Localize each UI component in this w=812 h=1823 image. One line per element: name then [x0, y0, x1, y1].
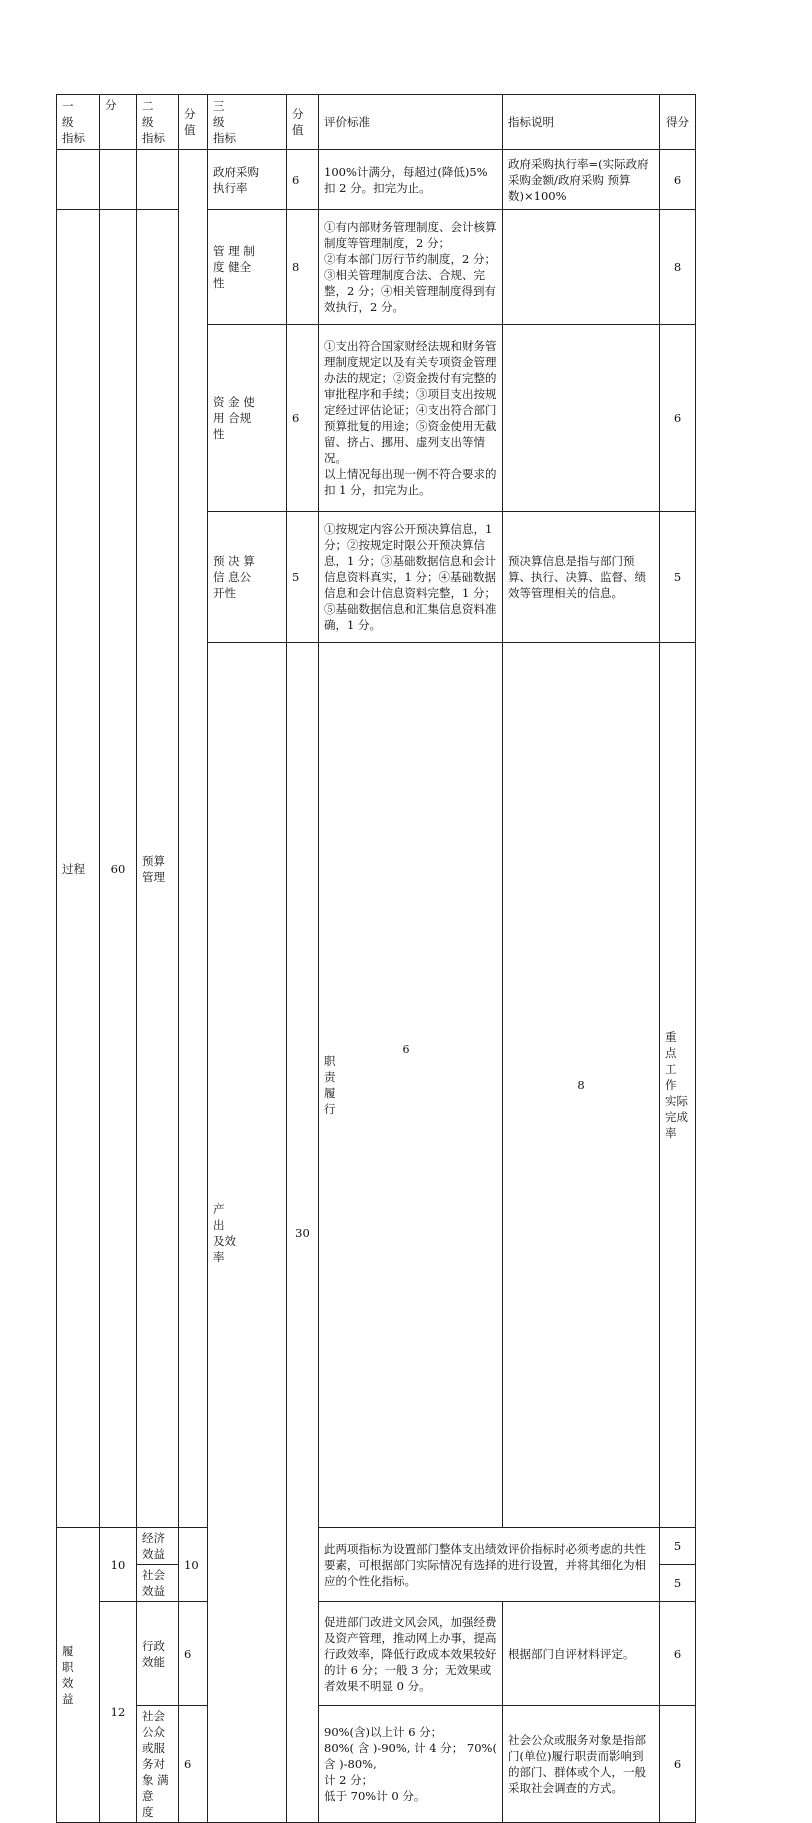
header-score1: 分 [100, 95, 137, 150]
indicator-explanation: 政府采购执行率=(实际政府采购金额/政府采购 预算数)×100% [503, 150, 660, 210]
indicator-name: 社会公众 或服务对 象 满 意 度 [137, 1706, 179, 1823]
indicator-explanation: 根据部门自评材料评定。 [503, 1602, 660, 1706]
empty-cell [503, 210, 660, 325]
indicator-criteria: ①支出符合国家财经法规和财务管理制度规定以及有关专项资金管理办法的规定；②资金拨付有完整的审批程序和手续；③项目支出按规定经过评估论证；④支出符合部门预算批复的用途；⑤资金使用无截留、挤占、挪用、虚列支出等情况。 以上情况每出现一例不符合要求的扣 1 分，扣完为止。 [319, 325, 503, 512]
table-row [57, 1706, 696, 1823]
level2-duty: 职 责 履 行 [319, 643, 503, 1528]
level2-benefit: 履 职 效 益 [57, 1528, 100, 1823]
indicator-criteria: 90%(含)以上计 6 分； 80%( 含 )-90%, 计 4 分； 70%( 含 )-80%, 计 2 分； 低于 70%计 0 分。 [319, 1706, 503, 1823]
evaluation-table [56, 94, 696, 1823]
empty-cell [100, 150, 137, 210]
level1-process: 过程 [57, 210, 100, 1528]
level1-process-score: 60 [100, 210, 137, 1528]
indicator-name-econ: 经济效益 [137, 1528, 179, 1565]
indicator-score: 6 [179, 1602, 208, 1706]
indicator-explanation: 预决算信息是指与部门预算、执行、决算、监督、绩效等管理相关的信息。 [503, 512, 660, 643]
header-explanation: 指标说明 [503, 95, 660, 150]
indicator-result: 6 [660, 1706, 696, 1823]
indicator-result: 6 [660, 150, 696, 210]
table-row [57, 210, 696, 325]
indicator-score: 6 [179, 1706, 208, 1823]
empty-cell [503, 325, 660, 512]
level1-output-score: 30 [287, 643, 319, 1823]
indicator-name: 资 金 使 用 合规 性 [208, 325, 287, 512]
indicator-name: 重 点 工 作 实际 完成 率 [660, 643, 696, 1528]
indicator-result: 8 [660, 210, 696, 325]
table-row [57, 1528, 696, 1565]
level2-duty-score: 8 [503, 643, 660, 1528]
header-row [57, 95, 696, 150]
level2-budget: 预算 管理 [137, 210, 179, 1528]
indicator-name: 管 理 制 度 健全 性 [208, 210, 287, 325]
indicator-name: 政府采购 执行率 [208, 150, 287, 210]
indicator-name: 预 决 算 信 息公 开性 [208, 512, 287, 643]
indicator-result-social: 5 [660, 1565, 696, 1602]
indicator-score: 5 [287, 512, 319, 643]
header-score3: 分 值 [287, 95, 319, 150]
level1-output: 产 出 及效 率 [208, 643, 287, 1823]
benefit-criteria: 此两项指标为设置部门整体支出绩效评价指标时必须考虑的共性要素，可根据部门实际情况有选择的进行设置，并将其细化为相应的个性化指标。 [319, 1528, 660, 1602]
header-level2: 二 级 指标 [137, 95, 179, 150]
indicator-result-econ: 5 [660, 1528, 696, 1565]
indicator-score: 6 [287, 325, 319, 512]
header-level1: 一 级 指标 [57, 95, 100, 150]
empty-cell [137, 150, 179, 210]
indicator-score: 6 [287, 150, 319, 210]
indicator-result: 6 [660, 325, 696, 512]
indicator-criteria: ①有内部财务管理制度、会计核算制度等管理制度，2 分； ②有本部门厉行节约制度，2 分； ③相关管理制度合法、合规、完整，2 分；④相关管理制度得到有效执行，2 分。 [319, 210, 503, 325]
header-level3: 三 级 指标 [208, 95, 287, 150]
empty-cell [57, 150, 100, 210]
header-criteria: 评价标准 [319, 95, 503, 150]
header-result: 得分 [660, 95, 696, 150]
table-row [57, 150, 696, 210]
benefit-score-c: 12 [100, 1602, 137, 1823]
page-number: 6 [402, 1043, 410, 1056]
indicator-name: 行政效能 [137, 1602, 179, 1706]
empty-cell [179, 150, 208, 1528]
indicator-result: 5 [660, 512, 696, 643]
indicator-criteria: 100%计满分，每超过(降低)5%扣 2 分。扣完为止。 [319, 150, 503, 210]
indicator-explanation: 社会公众或服务对象是指部门(单位)履行职责而影响到的部门、群体或个人，一般采取社会调查的方式。 [503, 1706, 660, 1823]
indicator-criteria: ①按规定内容公开预决算信息，1 分；②按规定时限公开预决算信息，1 分；③基础数据信息和会计信息资料真实，1 分；④基础数据信息和会计信息资料完整，1 分；⑤基础数据信息和汇集信息资料准确，1 分。 [319, 512, 503, 643]
indicator-score: 8 [287, 210, 319, 325]
benefit-score: 10 [100, 1528, 137, 1602]
header-score2: 分 值 [179, 95, 208, 150]
indicator-name-social: 社会效益 [137, 1565, 179, 1602]
table-row [57, 1602, 696, 1706]
indicator-criteria: 促进部门改进文风会风，加强经费及资产管理，推动网上办事，提高行政效率，降低行政成本效果较好的计 6 分；一般 3 分；无效果或者效果不明显 0 分。 [319, 1602, 503, 1706]
indicator-result: 6 [660, 1602, 696, 1706]
benefit-score-b: 10 [179, 1528, 208, 1602]
